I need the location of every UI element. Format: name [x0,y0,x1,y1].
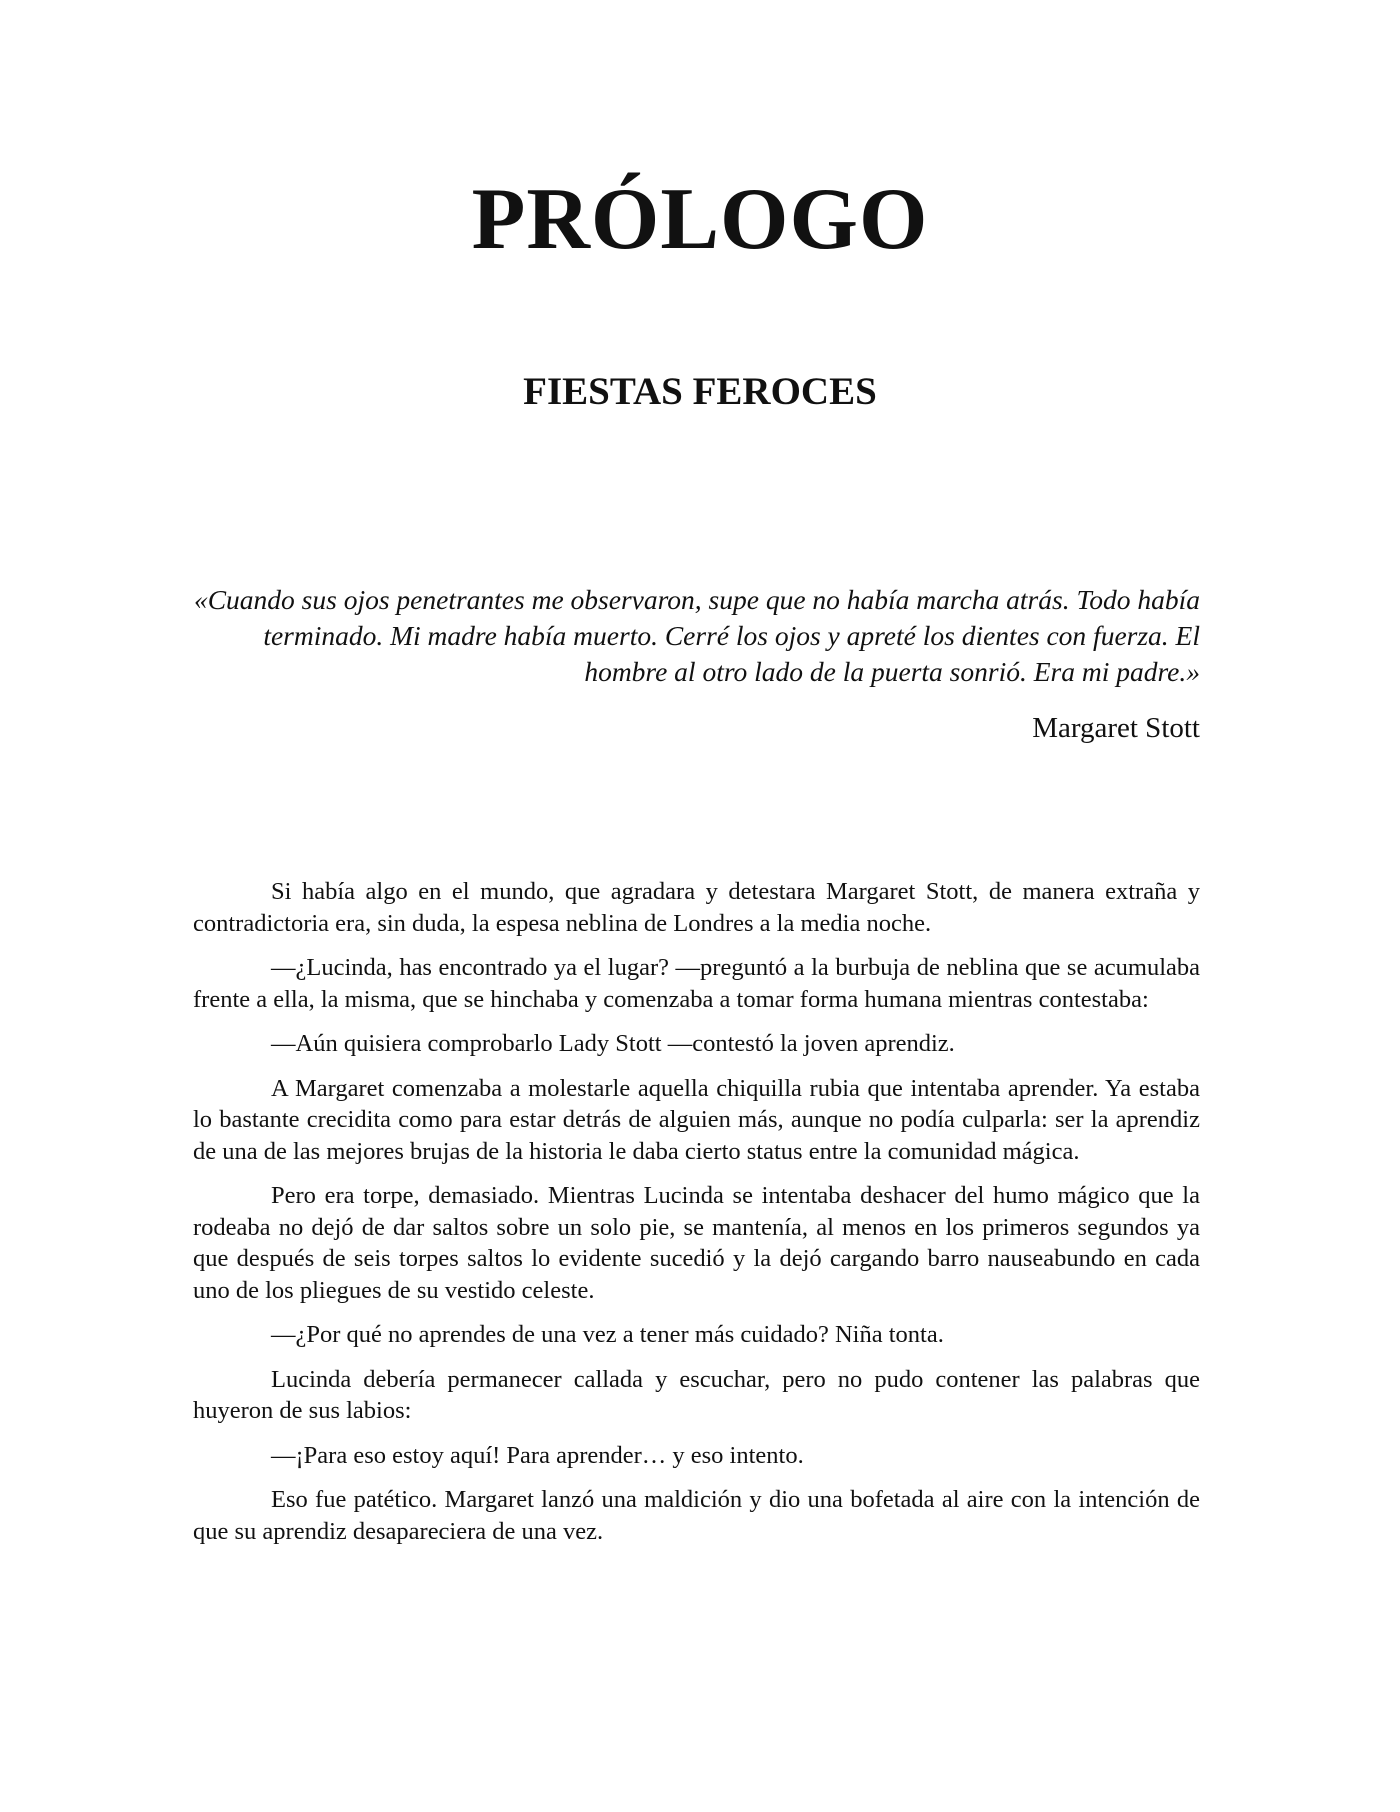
body-text [193,876,1200,1560]
chapter-subtitle: FIESTAS FEROCES [523,370,877,413]
body-paragraph: —¡Para eso estoy aquí! Para aprender… y eso intento. [271,1441,804,1469]
body-paragraph: A Margaret comenzaba a molestarle aquella chiquilla rubia que intentaba aprender. Ya estaba lo bastante crecidita como para estar detrás de alguien más, aunque no podía culparla: ser la aprendiz de una de las mejores brujas de la historia le daba cierto status entre la comunidad mágica. [193,1074,1200,1165]
epigraph-author: Margaret Stott [1032,712,1200,744]
body-paragraph: Eso fue patético. Margaret lanzó una maldición y dio una bofetada al aire con la intención de que su aprendiz desapareciera de una vez. [193,1486,1200,1545]
body-paragraph: Si había algo en el mundo, que agradara y detestara Margaret Stott, de manera extraña y contradictoria era, sin duda, la espesa neblina de Londres a la media noche. [193,878,1200,937]
body-paragraph: Lucinda debería permanecer callada y escuchar, pero no pudo contener las palabras que huyeron de sus labios: [193,1365,1200,1424]
chapter-title: PRÓLOGO [471,171,929,268]
body-paragraph: Pero era torpe, demasiado. Mientras Lucinda se intentaba deshacer del humo mágico que la rodeaba no dejó de dar saltos sobre un solo pie, se mantenía, al menos en los primeros segundos ya que después de seis torpes saltos lo evidente sucedió y la dejó cargando barro nauseabundo en cada uno de los pliegues de su vestido celeste. [193,1182,1200,1304]
body-paragraph: —Aún quisiera comprobarlo Lady Stott —contestó la joven aprendiz. [271,1030,955,1057]
body-paragraph: —¿Por qué no aprendes de una vez a tener más cuidado? Niña tonta. [271,1321,944,1348]
body-paragraph: —¿Lucinda, has encontrado ya el lugar? —preguntó a la burbuja de neblina que se acumulaba frente a ella, la misma, que se hinchaba y comenzaba a tomar forma humana mientras contestaba: [193,954,1200,1013]
epigraph-quote: «Cuando sus ojos penetrantes me observaron, supe que no había marcha atrás. Todo había terminado. Mi madre había muerto. Cerré los ojos y apreté los dientes con fuerza. El hombre al otro lado de la puerta sonrió. Era mi padre.» [193,584,1200,687]
